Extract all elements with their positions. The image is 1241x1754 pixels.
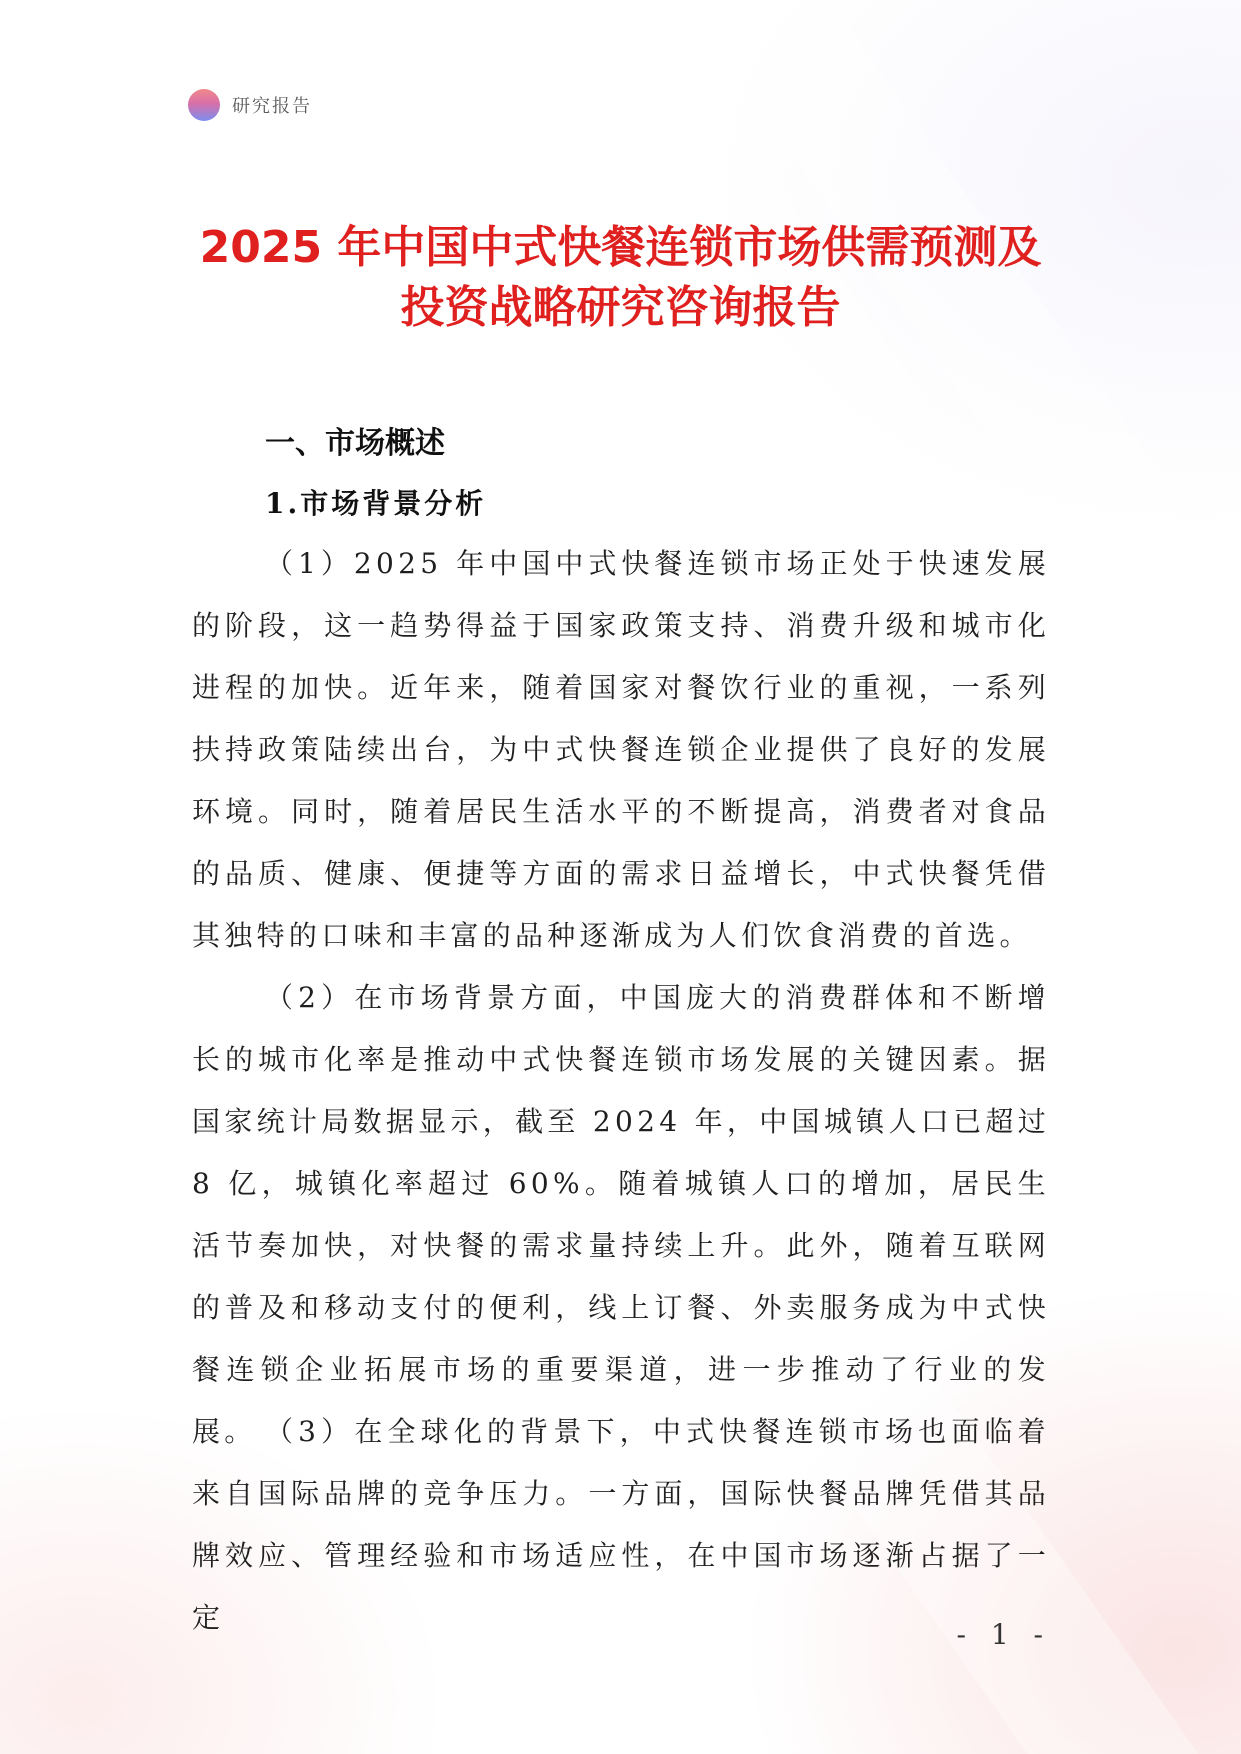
section-heading: 一、市场概述 xyxy=(265,426,445,461)
page-header xyxy=(188,88,312,122)
paragraph-2: （2）在市场背景方面，中国庞大的消费群体和不断增长的城市化率是推动中式快餐连锁市场发展的关键因素。据国家统计局数据显示，截至 2024 年，中国城镇人口已超过 8 亿，城镇化率超过 60%。随着城镇人口的增加，居民生活节奏加快，对快餐的需求量持续上升。此外，随着互联网的普及和移动支付的便利，线上订餐、外卖服务成为中式快餐连锁企业拓展市场的重要渠道，进一步推动了行业的发展。 xyxy=(192,981,1050,1448)
report-title-line-2: 投资战略研究咨询报告 xyxy=(400,282,841,333)
page-number: - 1 - xyxy=(956,1618,1051,1651)
gradient-circle-logo-icon xyxy=(188,89,220,121)
paragraph-1: （1）2025 年中国中式快餐连锁市场正处于快速发展的阶段，这一趋势得益于国家政策支持、消费升级和城市化进程的加快。近年来，随着国家对餐饮行业的重视，一系列扶持政策陆续出台，为中式快餐连锁企业提供了良好的发展环境。同时，随着居民生活水平的不断提高，消费者对食品的品质、健康、便捷等方面的需求日益增长，中式快餐凭借其独特的口味和丰富的品种逐渐成为人们饮食消费的首选。 xyxy=(192,547,1050,952)
sub-heading: 1.市场背景分析 xyxy=(265,487,487,520)
header-label: 研究报告 xyxy=(232,96,312,117)
paragraph-3: （3）在全球化的背景下，中式快餐连锁市场也面临着来自国际品牌的竞争压力。一方面，国际快餐品牌凭借其品牌效应、管理经验和市场适应性，在中国市场逐渐占据了一定 xyxy=(192,1415,1050,1634)
report-title-line-1: 2025 年中国中式快餐连锁市场供需预测及 xyxy=(199,222,1042,273)
report-title xyxy=(150,218,1091,338)
